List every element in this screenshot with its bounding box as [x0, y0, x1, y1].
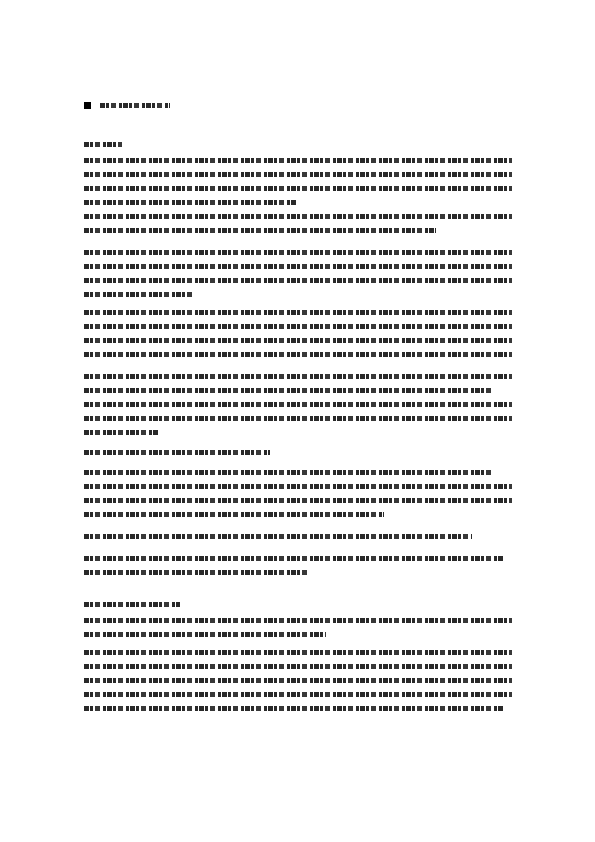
text-line: [84, 632, 326, 637]
section-label: [84, 142, 122, 147]
section-label: [84, 450, 270, 455]
text-line: [84, 310, 512, 315]
text-line: [84, 228, 436, 233]
text-line: [84, 172, 512, 177]
text-line: [84, 324, 512, 329]
text-line: [84, 402, 512, 407]
text-line: [84, 650, 512, 655]
text-line: [84, 264, 512, 269]
text-line: [84, 556, 504, 561]
text-line: [84, 498, 512, 503]
bullet-square-icon: [84, 102, 91, 109]
text-line: [84, 374, 512, 379]
text-line: [84, 416, 512, 421]
text-line: [84, 570, 310, 575]
text-line: [84, 706, 504, 711]
text-line: [84, 618, 512, 623]
text-line: [84, 388, 494, 393]
text-line: [84, 352, 512, 357]
text-line: [84, 158, 512, 163]
text-line: [84, 214, 512, 219]
heading-text: [100, 103, 170, 108]
text-line: [84, 484, 512, 489]
text-line: [84, 534, 472, 539]
text-line: [84, 338, 512, 343]
text-line: [84, 278, 512, 283]
text-line: [84, 692, 512, 697]
text-line: [84, 664, 512, 669]
text-line: [84, 430, 158, 435]
section-heading: [84, 100, 170, 110]
text-line: [84, 250, 512, 255]
text-line: [84, 470, 494, 475]
text-line: [84, 200, 296, 205]
text-line: [84, 512, 384, 517]
text-line: [84, 678, 512, 683]
text-line: [84, 292, 192, 297]
text-line: [84, 186, 512, 191]
section-label: [84, 602, 180, 607]
